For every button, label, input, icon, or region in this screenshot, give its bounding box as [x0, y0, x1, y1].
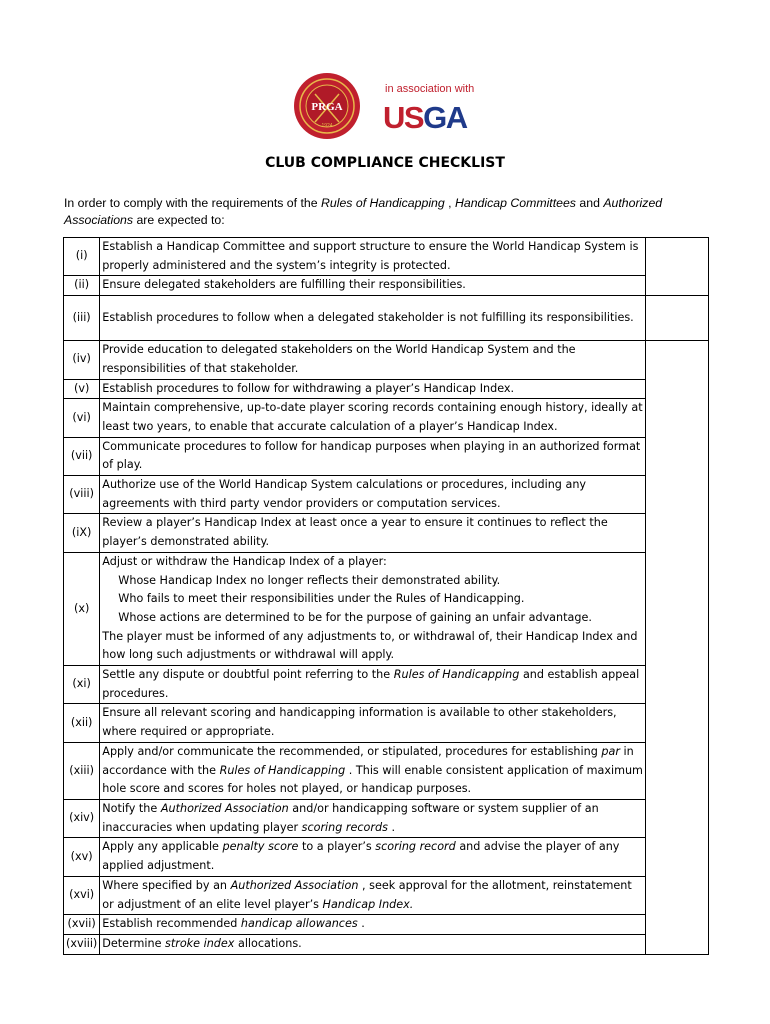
usga-logo-ga: GA: [423, 100, 467, 135]
item-text: Establish a Handicap Committee and support structure to ensure the World Handicap System is properly administered and the system’s integrity is protected.: [100, 238, 646, 276]
item-number: (iii): [64, 296, 100, 341]
intro-associations-text: Authorized Associations: [64, 196, 663, 227]
item-number: (iX): [64, 514, 100, 552]
item-text: Authorize use of the World Handicap System calculations or procedures, including any agreements with third party vendor providers or computation services.: [100, 476, 646, 514]
intro-text: ,: [444, 196, 455, 210]
item-text: Review a player’s Handicap Index at least once a year to ensure it continues to reflect the player’s demonstrated ability.: [100, 514, 646, 552]
item-number: (xviii): [64, 934, 100, 954]
table-row: [64, 437, 709, 475]
text-part: .: [357, 917, 365, 931]
item-number: (xvi): [64, 876, 100, 914]
text-part: Settle any dispute or doubtful point referring to the: [102, 668, 394, 682]
item-number: (ii): [64, 276, 100, 296]
table-row: [64, 799, 709, 837]
text-part: , seek approval for the allotment, reinstatement or adjustment of an elite level player’s: [102, 878, 632, 911]
item-number: (xi): [64, 666, 100, 704]
item-text: [100, 666, 646, 704]
item-text: Provide education to delegated stakeholders on the World Handicap System and the responsibilities of that stakeholder.: [100, 341, 646, 379]
intro-rules-link-text: Rules of Handicapping: [321, 196, 445, 210]
table-row: [64, 876, 709, 914]
text-part: .: [387, 820, 396, 834]
intro-committees-text: Handicap Committees: [454, 196, 576, 210]
text-part: allocations.: [234, 936, 302, 950]
item-number: (xii): [64, 704, 100, 742]
item-number: (iv): [64, 341, 100, 379]
item-text: [100, 742, 646, 799]
table-row: [64, 296, 709, 341]
intro-text: In order to comply with the requirements of the: [64, 196, 321, 210]
text-part-italic: par: [601, 744, 620, 758]
prga-seal-logo: [293, 72, 361, 140]
item-text: Establish procedures to follow when a delegated stakeholder is not fulfilling its responsibilities.: [100, 296, 646, 341]
intro-text: are expected to:: [133, 213, 225, 227]
table-row: [64, 742, 709, 799]
text-part: Notify the: [102, 801, 161, 815]
table-row: [64, 704, 709, 742]
item-number: (i): [64, 238, 100, 276]
seal-year: 1924: [321, 123, 333, 129]
item-number: (xiii): [64, 742, 100, 799]
item-text: [100, 934, 646, 954]
table-row: [64, 238, 709, 276]
table-row: [64, 552, 709, 665]
item-number: (xvii): [64, 915, 100, 935]
text-part: Apply any applicable: [102, 840, 223, 854]
text-part-italic: Rules of Handicapping: [393, 668, 520, 682]
text-part-italic: Authorized Association: [230, 878, 359, 892]
item-lead: Adjust or withdraw the Handicap Index of a player:: [102, 554, 387, 568]
text-part-italic: scoring records: [301, 820, 388, 834]
table-row: [64, 915, 709, 935]
item-text: [100, 915, 646, 935]
text-part-italic: Rules of Handicapping: [219, 763, 346, 777]
table-row: [64, 934, 709, 954]
item-tail: The player must be informed of any adjustments to, or withdrawal of, their Handicap Index and how long such adjustments or withdrawal will apply.: [102, 629, 638, 662]
table-row: [64, 399, 709, 437]
item-subpoint: Whose actions are determined to be for the purpose of gaining an unfair advantage.: [118, 610, 592, 624]
text-part-italic: penalty score: [222, 840, 299, 854]
intro-paragraph: [64, 195, 704, 229]
item-text: Establish procedures to follow for withdrawing a player’s Handicap Index.: [100, 379, 646, 399]
item-number: (vii): [64, 437, 100, 475]
item-text: [100, 876, 646, 914]
text-part-italic: scoring record: [375, 840, 456, 854]
item-text: [100, 838, 646, 876]
text-part: Determine: [102, 936, 166, 950]
table-row: [64, 476, 709, 514]
header-logos: [0, 0, 770, 150]
table-row: [64, 379, 709, 399]
item-number: (vi): [64, 399, 100, 437]
item-text: [100, 799, 646, 837]
table-row: [64, 341, 709, 379]
table-row: [64, 838, 709, 876]
item-number: (xv): [64, 838, 100, 876]
item-text: Maintain comprehensive, up-to-date player scoring records containing enough history, ideally at least two years, to enable that accurate calculation of a player’s Handicap Index.: [100, 399, 646, 437]
text-part: . This will enable consistent application of maximum hole score and scores for holes not played, or handicap purposes.: [102, 763, 643, 796]
item-text: [100, 552, 646, 665]
page-title: CLUB COMPLIANCE CHECKLIST: [265, 155, 505, 171]
text-part-italic: handicap allowances: [240, 917, 358, 931]
checkbox-cell[interactable]: [646, 341, 709, 955]
text-part-italic: Authorized Association: [160, 801, 289, 815]
item-number: (x): [64, 552, 100, 665]
item-text: Communicate procedures to follow for handicap purposes when playing in an authorized format of play.: [100, 437, 646, 475]
text-part: Where specified by an: [102, 878, 231, 892]
text-part-italic: stroke index: [165, 936, 235, 950]
item-text: Ensure delegated stakeholders are fulfilling their responsibilities.: [100, 276, 646, 296]
usga-logo-us: US: [383, 100, 424, 135]
text-part-italic: Handicap Index.: [322, 897, 414, 911]
intro-text: and: [575, 196, 604, 210]
item-number: (v): [64, 379, 100, 399]
item-subpoint: Who fails to meet their responsibilities under the Rules of Handicapping.: [118, 592, 525, 606]
text-part: in accordance with the: [102, 744, 634, 777]
association-text: in association with: [385, 83, 475, 95]
item-number: (viii): [64, 476, 100, 514]
text-part: Apply and/or communicate the recommended, or stipulated, procedures for establishing: [102, 744, 602, 758]
table-row: [64, 276, 709, 296]
text-part: and establish appeal procedures.: [102, 668, 640, 700]
table-row: [64, 666, 709, 704]
text-part: and/or handicapping software or system supplier of an inaccuracies when updating player: [102, 801, 599, 834]
item-number: (xiv): [64, 799, 100, 837]
compliance-table: [63, 237, 709, 955]
item-subpoint: Whose Handicap Index no longer reflects their demonstrated ability.: [118, 573, 501, 587]
text-part: and advise the player of any applied adjustment.: [102, 840, 620, 873]
text-part: Establish recommended: [102, 917, 241, 931]
checkbox-cell[interactable]: [646, 238, 709, 296]
seal-text: PRGA: [311, 101, 343, 113]
table-row: [64, 514, 709, 552]
item-text: Ensure all relevant scoring and handicapping information is available to other stakeholders, where required or appropriate.: [100, 704, 646, 742]
text-part: to a player’s: [298, 840, 376, 854]
checkbox-cell[interactable]: [646, 296, 709, 341]
usga-logo: [383, 100, 467, 136]
